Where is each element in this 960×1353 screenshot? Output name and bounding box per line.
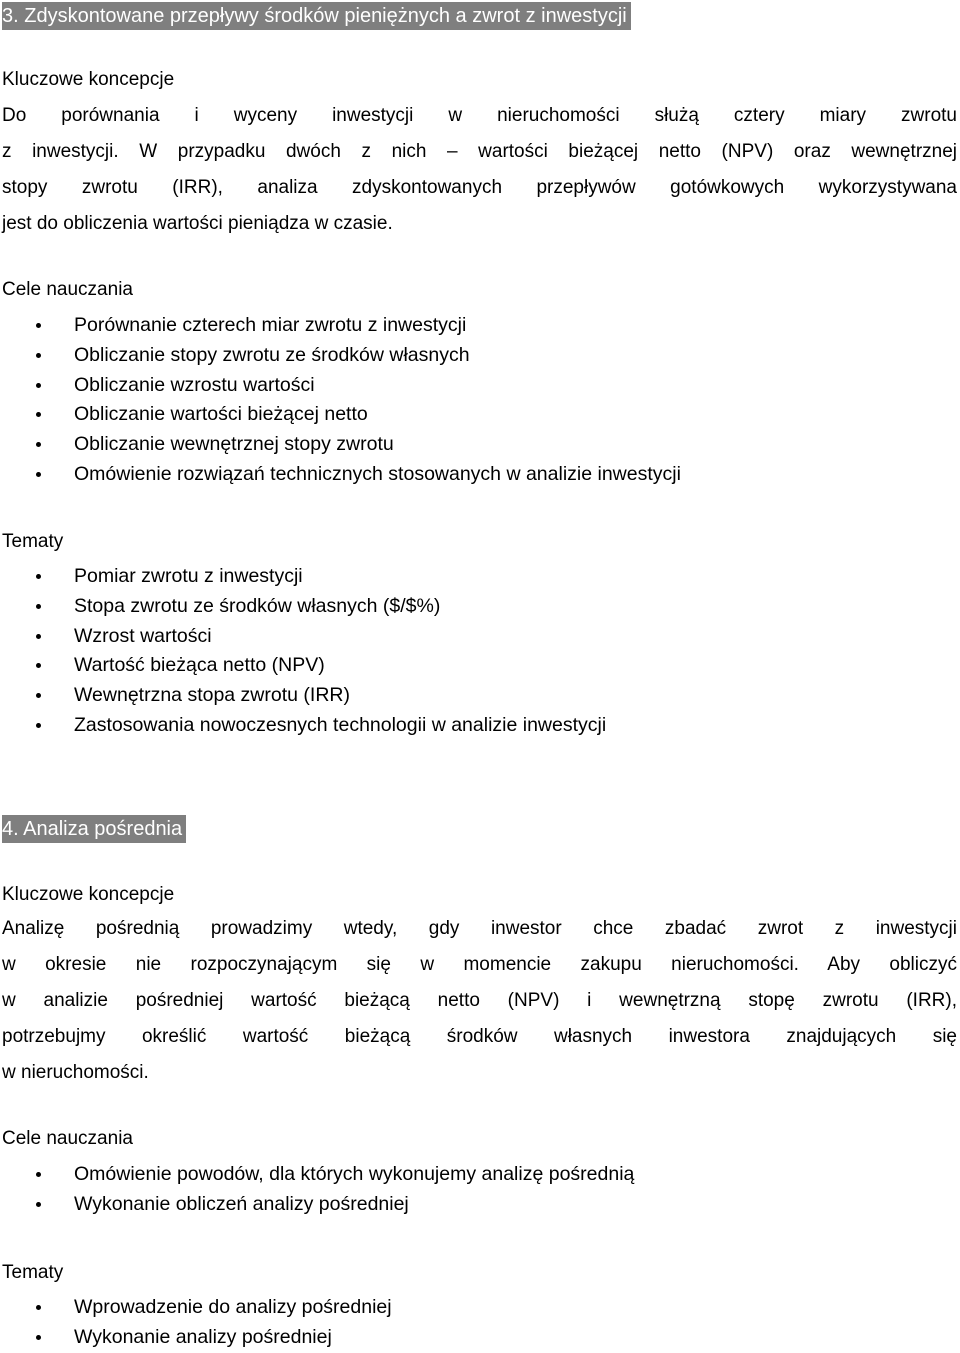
list-item <box>0 562 606 592</box>
paragraph-line: w nieruchomości. <box>2 1062 149 1083</box>
bullet-icon <box>36 412 41 417</box>
section-4-title: 4. Analiza pośrednia <box>2 815 186 843</box>
list-item-text: Omówienie rozwiązań technicznych stosowanych w analizie inwestycji <box>74 462 681 485</box>
list-item-text: Wprowadzenie do analizy pośredniej <box>74 1296 392 1318</box>
list-item <box>0 681 606 711</box>
list-item-text: Obliczanie wartości bieżącej netto <box>74 403 368 426</box>
list-item <box>0 1160 634 1190</box>
list-item <box>0 400 681 430</box>
list-item-text: Obliczanie stopy zwrotu ze środków własnych <box>74 343 470 366</box>
paragraph-line: potrzebujmy określić wartość bieżącą środków własnych inwestora znajdujących się <box>2 1026 957 1047</box>
bullet-icon <box>36 442 41 447</box>
section-3-key-concepts-text <box>2 98 957 242</box>
list-item-text: Wzrost wartości <box>74 624 212 647</box>
section-3-topics-label: Tematy <box>2 531 64 552</box>
list-item <box>0 1293 392 1323</box>
section-4-goals-label: Cele nauczania <box>2 1128 133 1149</box>
section-3-key-concepts-label: Kluczowe koncepcje <box>2 69 175 90</box>
section-3-goals-label: Cele nauczania <box>2 279 133 300</box>
bullet-icon <box>36 383 41 388</box>
section-3-goals-list <box>0 311 681 490</box>
bullet-icon <box>36 1305 41 1310</box>
section-3-topics-list <box>0 562 606 741</box>
list-item <box>0 711 606 741</box>
list-item-text: Porównanie czterech miar zwrotu z inwestycji <box>74 314 467 336</box>
list-item <box>0 460 681 490</box>
paragraph-line: w okresie nie rozpoczynającym się w momencie zakupu nieruchomości. Aby obliczyć <box>2 954 957 975</box>
list-item-text: Zastosowania nowoczesnych technologii w analizie inwestycji <box>74 713 607 736</box>
list-item <box>0 430 681 460</box>
section-4-topics-list <box>0 1293 392 1353</box>
paragraph-line: z inwestycji. W przypadku dwóch z nich – wartości bieżącej netto (NPV) oraz wewnętrznej <box>2 141 957 162</box>
bullet-icon <box>36 604 41 609</box>
paragraph-line: Analizę pośrednią prowadzimy wtedy, gdy inwestor chce zbadać zwrot z inwestycji <box>2 918 957 939</box>
bullet-icon <box>36 1335 41 1340</box>
list-item <box>0 341 681 371</box>
list-item-text: Wewnętrzna stopa zwrotu (IRR) <box>74 684 350 707</box>
bullet-icon <box>36 634 41 639</box>
list-item-text: Omówienie powodów, dla których wykonujemy analizę pośrednią <box>74 1163 635 1185</box>
section-3-title: 3. Zdyskontowane przepływy środków pieniężnych a zwrot z inwestycji <box>2 2 631 30</box>
list-item <box>0 592 606 622</box>
list-item <box>0 622 606 652</box>
list-item-text: Wartość bieżąca netto (NPV) <box>74 654 325 677</box>
list-item-text: Wykonanie obliczeń analizy pośredniej <box>74 1192 409 1215</box>
list-item <box>0 371 681 401</box>
list-item <box>0 651 606 681</box>
section-4-key-concepts-label: Kluczowe koncepcje <box>2 884 175 905</box>
bullet-icon <box>36 693 41 698</box>
list-item <box>0 311 681 341</box>
section-4-key-concepts-text <box>2 911 957 1091</box>
bullet-icon <box>36 472 41 477</box>
list-item-text: Stopa zwrotu ze środków własnych ($/$%) <box>74 594 441 617</box>
section-4-topics-label: Tematy <box>2 1262 64 1283</box>
bullet-icon <box>36 323 41 328</box>
paragraph-line: Do porównania i wyceny inwestycji w nieruchomości służą cztery miary zwrotu <box>2 105 957 126</box>
list-item-text: Obliczanie wewnętrznej stopy zwrotu <box>74 433 394 456</box>
list-item <box>0 1323 392 1353</box>
bullet-icon <box>36 723 41 728</box>
paragraph-line: stopy zwrotu (IRR), analiza zdyskontowanych przepływów gotówkowych wykorzystywana <box>2 177 957 198</box>
list-item-text: Pomiar zwrotu z inwestycji <box>74 565 303 587</box>
paragraph-line: jest do obliczenia wartości pieniądza w czasie. <box>2 213 393 234</box>
bullet-icon <box>36 663 41 668</box>
bullet-icon <box>36 353 41 358</box>
bullet-icon <box>36 1202 41 1207</box>
section-4-goals-list <box>0 1160 634 1220</box>
list-item-text: Obliczanie wzrostu wartości <box>74 373 315 396</box>
list-item <box>0 1190 634 1220</box>
paragraph-line: w analizie pośredniej wartość bieżącą netto (NPV) i wewnętrzną stopę zwrotu (IRR), <box>2 990 957 1011</box>
bullet-icon <box>36 574 41 579</box>
list-item-text: Wykonanie analizy pośredniej <box>74 1325 332 1348</box>
bullet-icon <box>36 1172 41 1177</box>
